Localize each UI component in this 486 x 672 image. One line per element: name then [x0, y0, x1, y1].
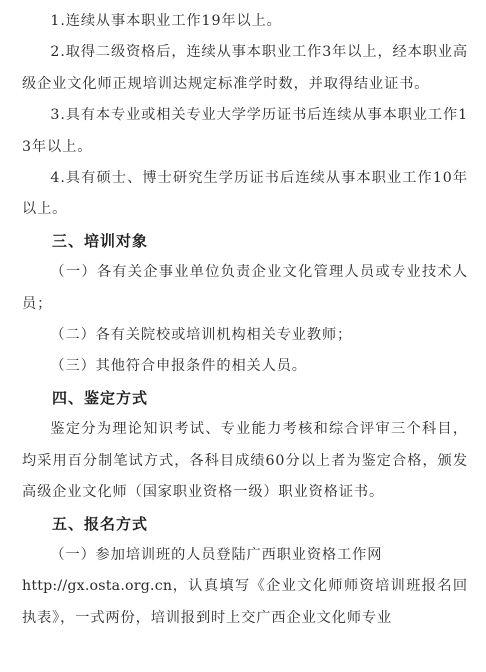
registration-paragraph-2: [22, 571, 468, 634]
requirement-1: 1.连续从事本职业工作19年以上。: [50, 13, 282, 29]
requirement-2: 2.取得二级资格后，连续从事本职业工作3年以上，经本职业高级企业文化师正规培训达规定标准学时数，并取得结业证书。: [22, 44, 468, 92]
training-target-3: （三）其他符合申报条件的相关人员。: [50, 358, 307, 375]
section-heading-registration: 五、报名方式: [52, 514, 149, 533]
training-target-1: （一）各有关企事业单位负责企业文化管理人员或专业技术人员；: [22, 264, 468, 312]
training-target-2: （二）各有关院校或培训机构相关专业教师；: [50, 327, 353, 344]
section-heading-assessment: 四、鉴定方式: [52, 388, 149, 407]
requirement-3: 3.具有本专业或相关专业大学学历证书后连续从事本职业工作13年以上。: [22, 107, 468, 155]
requirement-4: 4.具有硕士、博士研究生学历证书后连续从事本职业工作10年以上。: [22, 170, 468, 218]
assessment-paragraph: 鉴定分为理论知识考试、专业能力考核和综合评审三个科目，均采用百分制笔试方式，各科目成绩60分以上者为鉴定合格，颁发高级企业文化师（国家职业资格一级）职业资格证书。: [22, 421, 468, 501]
registration-paragraph-1: （一）参加培训班的人员登陆广西职业资格工作网: [50, 546, 383, 563]
registration-paragraph-2-text: ，认真填写《企业文化师师资培训班报名回执表》，一式两份，培训报到时上交广西企业文化师专业: [22, 578, 468, 626]
registration-url-link[interactable]: http://gx.osta.org.cn: [22, 578, 173, 595]
section-heading-training-target: 三、培训对象: [52, 231, 149, 250]
